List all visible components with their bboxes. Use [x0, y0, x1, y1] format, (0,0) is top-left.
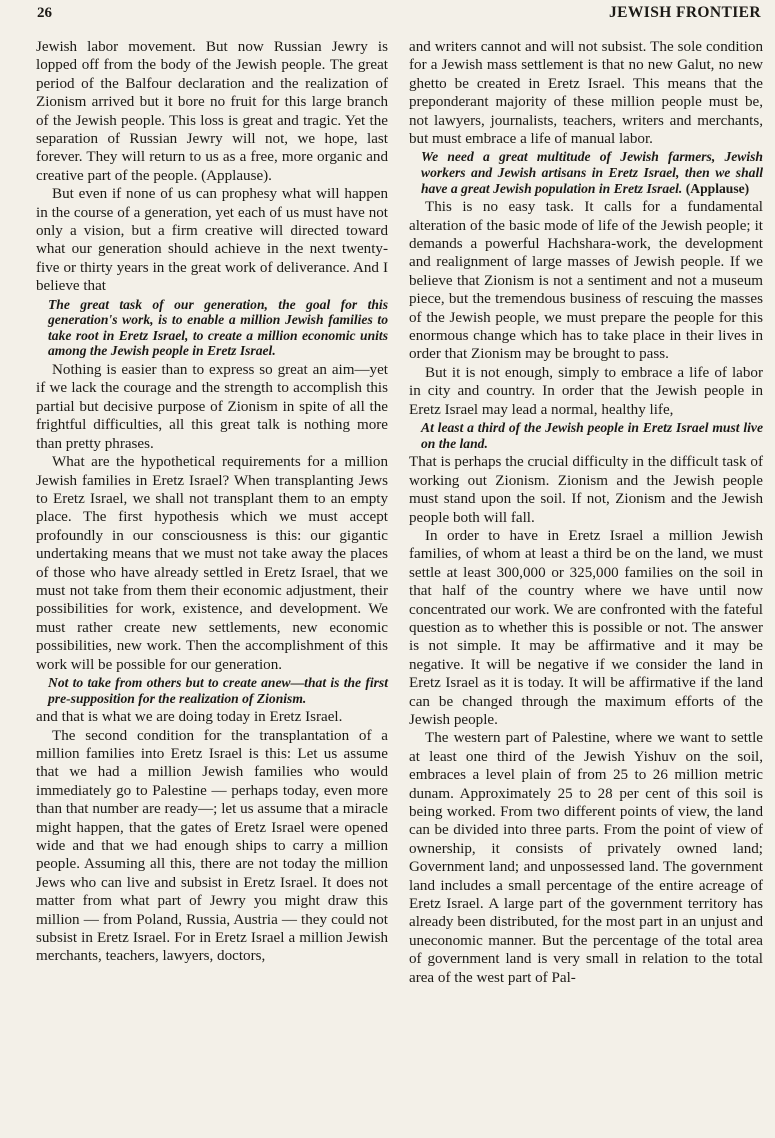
paragraph: What are the hypothetical requirements for a million Jewish families in Eretz Israel? When transplanting Jews to Eretz Israel, we shall not transplant them to an empty place. The first hypothesis which we must accept profoundly in our consciousness is this: our gigantic undertaking means that we must not take away the places of those who have already settled in Eretz Israel, that we must not take from them their economic adjustment, their possibilities for work, existence, and development. We must rather create new settlements, new economic possibilities, new work. Then the accomplishment of this work will be possible for our generation. [36, 454, 388, 673]
paragraph: But it is not enough, simply to embrace a life of labor in city and country. In order that the Jewish people in Eretz Israel may lead a normal, healthy life, [409, 364, 763, 418]
paragraph: Jewish labor movement. But now Russian Jewry is lopped off from the body of the Jewish people. The great period of the Balfour declaration and the realization of Zionism arrived but it bore no fruit for this large branch of the Jewish people. This loss is great and tragic. Yet the separation of Russian Jewry will not, we hope, last forever. They will return to us as a free, more organic and creative part of the people. (Applause). [36, 39, 388, 184]
paragraph: The western part of Palestine, where we want to settle at least one third of the Jewish Yishuv on the soil, embraces a level plain of from 25 to 26 million metric dunam. Approximately 25 to 28 per cent of this soil is being worked. From two different points of view, the land can be divided into three parts. From the point of view of ownership, it consists of privately owned land; Government land; and unpossessed land. The government land includes a small percentage of the entire acreage of Eretz Israel. A large part of the government territory has already been distributed, for the most part in an unjust and uneconomic manner. But the percentage of the total area of government land is very small in relation to the total area of the west part of Pal- [409, 730, 763, 986]
applause-note: (Applause) [685, 180, 750, 196]
quote-text: We need a great multitude of Jewish farmers, Jewish workers and Jewish artisans in Eretz Israel, then we shall have a great Jewish population in Eretz Israel. [421, 149, 763, 196]
journal-title: JEWISH FRONTIER [609, 4, 761, 21]
paragraph: This is no easy task. It calls for a fundamental alteration of the basic mode of life of the Jewish people; it demands a powerful Hachshara-work, the development and realignment of large masses of Jewish people. If we believe that Zionism is not a sentiment and not a museum piece, but the tremendous business of rescuing the masses of the Jewish people, we must prepare the people for this enormous change which has to take place in their lives in order that Zionism may be brought to pass. [409, 199, 763, 363]
paragraph: and that is what we are doing today in Eretz Israel. [36, 709, 343, 726]
paragraph: and writers cannot and will not subsist. The sole condition for a Jewish mass settlement is that no new Galut, no new ghetto be created in Eretz Israel. This means that the preponderant majority of these million people must be, not lawyers, journalists, teachers, writers and merchants, but must embrace a life of manual labor. [409, 39, 763, 148]
page-number: 26 [37, 5, 52, 21]
paragraph: In order to have in Eretz Israel a million Jewish families, of whom at least a third be on the land, we must settle at least 300,000 or 325,000 families on the soil in that half of the country where we have until now concentrated our work. We are confronted with the fateful question as to whether this is possible or not. The answer is not simple. It may be affirmative and it may be negative. It will be negative if we consider the land in Eretz Israel as it is today. It will be affirmative if the land can be changed through the maximum efforts of the Jewish people. [409, 527, 763, 728]
emphasized-quote [409, 149, 763, 196]
paragraph: Nothing is easier than to express so great an aim—yet if we lack the courage and the strength to accomplish this partial but decisive purpose of Zionism in spite of all the frightful difficulties, all this great talk is nothing more than pretty phrases. [36, 362, 388, 452]
emphasized-quote: At least a third of the Jewish people in Eretz Israel must live on the land. [421, 420, 763, 451]
page-header [37, 4, 761, 22]
emphasized-quote: The great task of our generation, the goal for this generation's work, is to enable a million Jewish families to take root in Eretz Israel, to create a million economic units among the Jewish people in Eretz Israel. [48, 296, 388, 359]
paragraph: But even if none of us can prophesy what will happen in the course of a generation, yet each of us must have not only a vision, but a firm creative will directed toward what our generation should achieve in the next twenty-five or thirty years in the great work of deliverance. And I believe that [36, 186, 388, 295]
right-column [409, 38, 763, 987]
emphasized-quote: Not to take from others but to create anew—that is the first pre-supposition for the realization of Zionism. [48, 674, 388, 706]
paragraph: The second condition for the transplantation of a million families into Eretz Israel is this: Let us assume that we had a million Jewish families who would immediately go to Palestine — perhaps today, even more than that number are ready—; let us assume that a miracle might happen, that the gates of Eretz Israel were opened wide and that we had enough ships to carry a million people. Assuming all this, there are not today the million Jews who can live and subsist in Eretz Israel. It does not matter from what part of Jewry you might draw this million — from Poland, Russia, Austria — they could not subsist in Eretz Israel. For in Eretz Israel a million Jewish merchants, teachers, lawyers, doctors, [36, 727, 388, 965]
paragraph: That is perhaps the crucial difficulty in the difficult task of working out Zionism. Zionism and the Jewish people must stand upon the soil. If not, Zionism and the Jewish people both will fall. [409, 454, 763, 526]
left-column [36, 38, 388, 966]
